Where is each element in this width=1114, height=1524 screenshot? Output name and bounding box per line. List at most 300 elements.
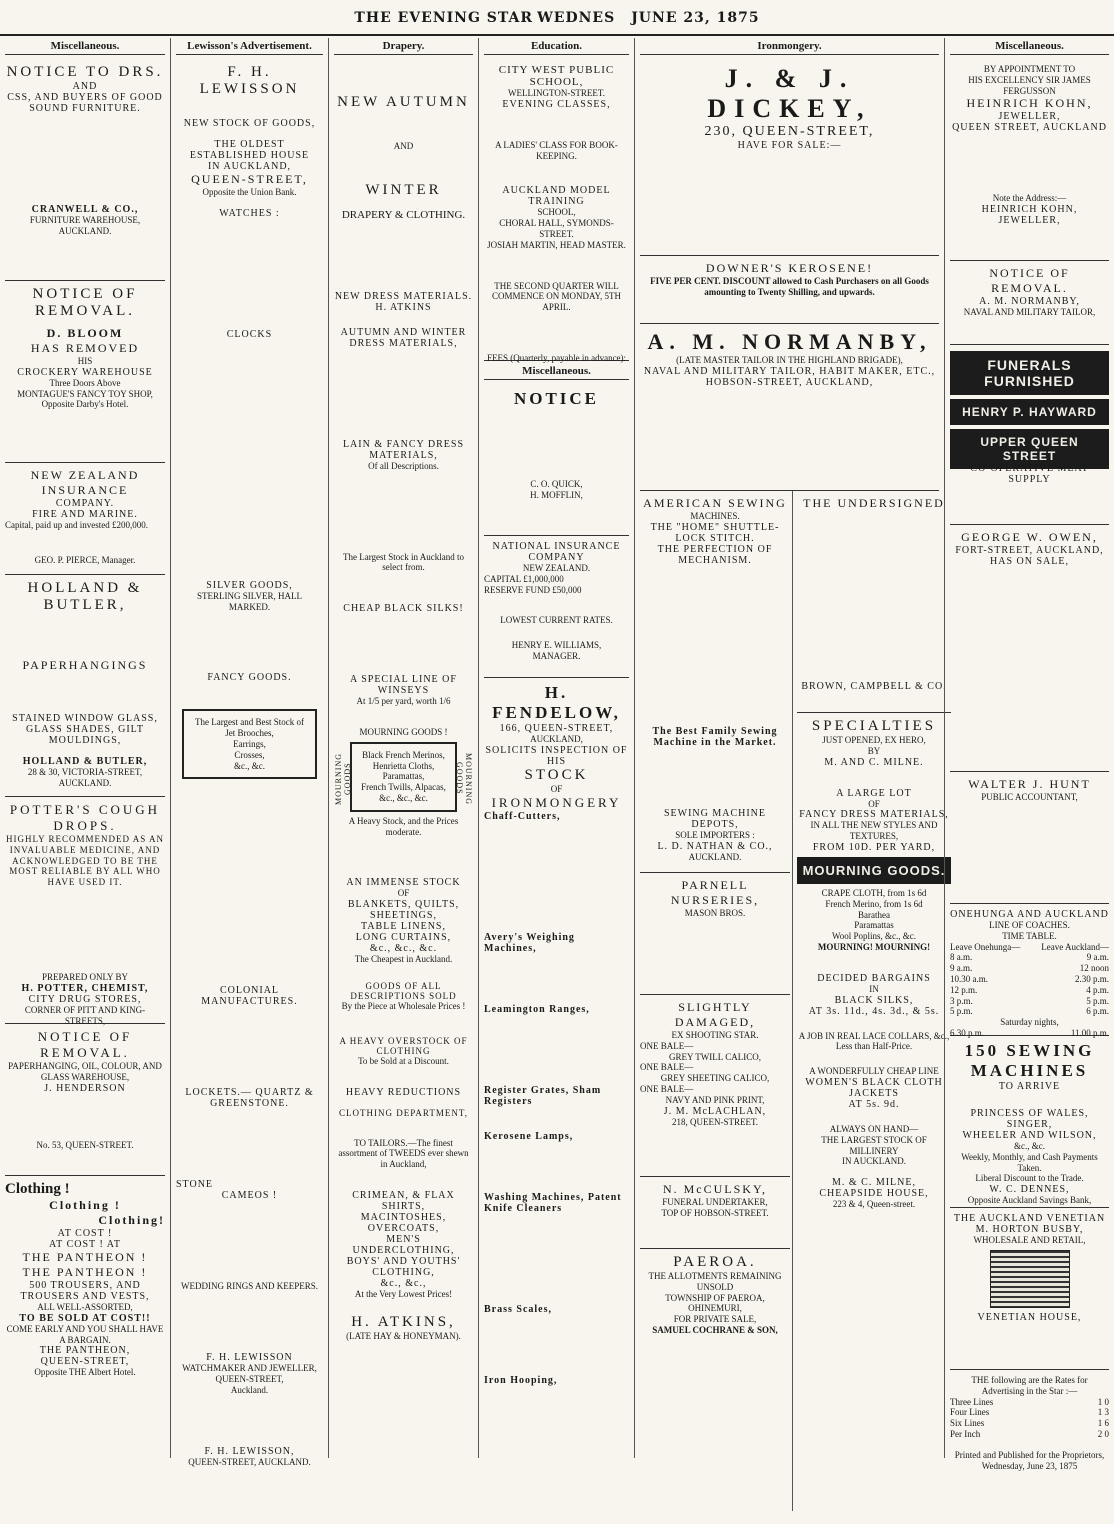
atkins-special: A SPECIAL LINE OF WINSEYS xyxy=(350,674,457,697)
ad-potter xyxy=(5,797,165,1024)
timetable-cell: 9 a.m. xyxy=(1086,952,1109,963)
milne-just: JUST OPENED, EX HERO, xyxy=(822,735,926,745)
lewisson-title: F. H. LEWISSON xyxy=(199,64,300,97)
clothing-cost2: AT COST ! AT xyxy=(49,1239,121,1250)
rates-title: THE following are the Rates for Advertising in the Star :— xyxy=(971,1375,1088,1396)
milne-mcm: M. & C. MILNE, xyxy=(832,1177,916,1189)
clothing-line4: COME EARLY AND YOU SHALL HAVE A BARGAIN. xyxy=(6,1323,164,1345)
removal2-line1: PAPERHANGING, OIL, COLOUR, AND GLASS WAREHOUSE, xyxy=(8,1061,162,1082)
notice-sub2: CSS, AND BUYERS OF GOOD SOUND FURNITURE. xyxy=(7,92,163,114)
rates-label: Three Lines xyxy=(950,1396,994,1407)
clothing-line1: 500 TROUSERS, AND TROUSERS AND VESTS, xyxy=(20,1280,150,1302)
kohn-title2: HEINRICH KOHN, xyxy=(981,204,1078,216)
clothing-pantheon1: THE PANTHEON ! xyxy=(22,1250,148,1264)
notice-sign: CRANWELL & CO., xyxy=(31,204,139,215)
column-4 xyxy=(478,38,634,1458)
jet-box-1: The Largest and Best Stock of xyxy=(194,717,305,728)
timetable-sat-1: 6.30 p.m. xyxy=(950,1027,985,1038)
sewing150-wheeler: WHEELER AND WILSON, xyxy=(962,1130,1097,1141)
holland-line5: 28 & 30, VICTORIA-STREET, AUCKLAND. xyxy=(27,767,143,788)
kohn-jeweller2: JEWELLER, xyxy=(998,215,1061,227)
milne-price: AT 3s. 11d., 4s. 3d., & 5s. xyxy=(808,1005,940,1017)
ad-rates xyxy=(950,1370,1109,1501)
school-ladies: A LADIES' CLASS FOR BOOK-KEEPING. xyxy=(495,139,618,161)
paeroa-township: TOWNSHIP OF PAEROA, OHINEMURI, xyxy=(665,1292,765,1314)
ad-coop-meat xyxy=(950,458,1109,525)
fendelow-iron: IRONMONGERY xyxy=(491,794,622,810)
fendelow-hoop: Iron Hooping, xyxy=(484,1374,558,1386)
lewisson-stone: STONE xyxy=(176,1179,214,1191)
atkins-new: NEW AUTUMN xyxy=(337,94,470,110)
insurance-kind: FIRE AND MARINE. xyxy=(32,509,138,520)
fendelow-chaff: Chaff-Cutters, xyxy=(484,810,561,822)
kohn-exc: HIS EXCELLENCY SIR JAMES FERGUSSON xyxy=(968,74,1091,96)
timetable-row xyxy=(950,985,1109,996)
atkins-overstock: A HEAVY OVERSTOCK OF CLOTHING xyxy=(339,1035,468,1056)
sewing-auckland: AUCKLAND. xyxy=(688,851,742,862)
column-2-header: Lewisson's Advertisement. xyxy=(176,38,323,55)
rates-wed: Wednesday, June 23, 1875 xyxy=(981,1460,1078,1471)
funerals-hayward: HENRY P. HAYWARD xyxy=(950,399,1109,425)
milne-of: OF xyxy=(868,798,880,809)
removal-norm-title: NOTICE OF REMOVAL. xyxy=(989,266,1070,295)
atkins-cheapest: The Cheapest in Auckland. xyxy=(354,954,453,965)
column-5-left xyxy=(640,491,790,1511)
damaged-grey1: GREY TWILL CALICO, xyxy=(669,1051,761,1062)
timetable-cell: 12 noon xyxy=(1079,963,1109,974)
lewisson-sig3: QUEEN-STREET, xyxy=(215,1373,284,1384)
ad-notice-drs xyxy=(5,59,165,281)
ad-atkins xyxy=(334,59,473,1450)
model-quarter: THE SECOND QUARTER WILL COMMENCE ON MONDAY, 5TH APRIL. xyxy=(491,280,621,313)
ad-fendelow xyxy=(484,678,629,1389)
potter-corner: CORNER OF PITT AND KING-STREETS, xyxy=(24,1004,146,1026)
mbox-2: Henrietta Cloths, xyxy=(372,760,435,771)
timetable-leave2: Leave Auckland— xyxy=(1041,941,1109,952)
atkins-linens: TABLE LINENS, xyxy=(361,921,446,933)
ad-downer xyxy=(640,256,939,324)
milne-from: FROM 10D. PER YARD, xyxy=(812,841,936,853)
atkins-sig: H. ATKINS, xyxy=(351,1313,456,1330)
sewing-home: THE "HOME" SHUTTLE-LOCK STITCH. xyxy=(650,521,780,544)
insurance-manager: GEO. P. PIERCE, Manager. xyxy=(34,554,136,565)
milne-inauck: IN AUCKLAND. xyxy=(842,1156,906,1167)
column-4-header: Education. xyxy=(484,38,629,55)
normanby-title: A. M. NORMANBY, xyxy=(647,329,932,354)
milne-cheapside: CHEAPSIDE HOUSE, xyxy=(819,1188,929,1200)
hunt-pubacc: PUBLIC ACCOUNTANT, xyxy=(981,792,1078,802)
ad-parnell xyxy=(640,873,790,995)
masthead xyxy=(0,0,1114,36)
potter-line1: HIGHLY RECOMMENDED AS AN INVALUABLE MEDICINE, AND ACKNOWLEDGED TO BE THE MOST RELIABLE BY ALL WHO HAVE USED IT. xyxy=(5,834,165,888)
nat-reserve-value: £50,000 xyxy=(552,584,582,595)
sewing-machines: MACHINES. xyxy=(690,511,740,521)
sewing-american: AMERICAN SEWING xyxy=(643,496,787,510)
milne-bar: Barathea xyxy=(858,909,890,920)
fendelow-solicits: SOLICITS INSPECTION OF HIS xyxy=(485,744,628,767)
removal-line2: HAS REMOVED xyxy=(30,341,140,355)
column-5 xyxy=(634,38,950,1458)
rates-printed: Printed and Published for the Proprietors, xyxy=(954,1449,1105,1460)
ad-holland-butler xyxy=(5,575,165,797)
lewisson-new-stock: NEW STOCK OF GOODS, xyxy=(183,118,316,129)
milne-styles: IN ALL THE NEW STYLES AND TEXTURES, xyxy=(810,820,938,842)
paeroa-title: PAEROA. xyxy=(673,1254,757,1270)
milne-always: ALWAYS ON HAND— xyxy=(829,1123,919,1134)
mourning-side-right: MOURNING GOODS xyxy=(455,752,473,805)
jet-box-4: Crosses, xyxy=(234,749,265,760)
lewisson-sig2: WATCHMAKER AND JEWELLER, xyxy=(182,1363,317,1374)
paeroa-private: FOR PRIVATE SALE, xyxy=(673,1314,757,1325)
ad-hunt xyxy=(950,772,1109,904)
timetable-cell: 2.30 p.m. xyxy=(1074,973,1109,984)
atkins-wholesale: By the Piece at Wholesale Prices ! xyxy=(341,1000,466,1011)
milne-specialties: SPECIALTIES xyxy=(811,718,937,734)
model-martin: JOSIAH MARTIN, HEAD MASTER. xyxy=(487,239,626,250)
nat-capital xyxy=(484,574,629,585)
venetian-wholesale: WHOLESALE AND RETAIL, xyxy=(973,1235,1086,1245)
timetable-cell: 4 p.m. xyxy=(1086,984,1109,995)
atkins-etc2: &c., &c., xyxy=(380,1277,427,1289)
clothing-line2: ALL WELL-ASSORTED, xyxy=(37,1302,133,1312)
damaged-queen: 218, QUEEN-STREET. xyxy=(671,1116,759,1127)
timetable-cell: 10.30 a.m. xyxy=(950,973,988,984)
downer-five: FIVE PER CENT. DISCOUNT allowed to Cash Purchasers on all Goods amounting to Twenty Shilling, and upwards. xyxy=(650,276,929,297)
nat-nz: NEW ZEALAND. xyxy=(522,563,591,573)
fendelow-auck: AUCKLAND, xyxy=(530,734,583,744)
kohn-appt: BY APPOINTMENT TO xyxy=(983,64,1076,74)
sewing150-weekly: Weekly, Monthly, and Cash Payments Taken. xyxy=(961,1151,1098,1173)
normanby-naval: NAVAL AND MILITARY TAILOR, HABIT MAKER, ETC., xyxy=(643,365,936,377)
holland-line1: PAPERHANGINGS xyxy=(22,658,148,672)
dickey-have: HAVE FOR SALE:— xyxy=(737,140,842,151)
potter-title: POTTER'S COUGH DROPS. xyxy=(9,802,161,833)
lewisson-lockets: LOCKETS.— QUARTZ & GREENSTONE. xyxy=(185,1087,314,1110)
removal2-title: NOTICE OF REMOVAL. xyxy=(37,1029,133,1060)
timetable-cell: 5 p.m. xyxy=(1086,995,1109,1006)
lewisson-silver2: STERLING SILVER, HALL MARKED. xyxy=(197,590,302,612)
mcculsky-title: N. McCULSKY, xyxy=(662,1182,768,1196)
funerals-upper: UPPER QUEEN STREET xyxy=(950,429,1109,469)
notice-title: NOTICE TO DRS. xyxy=(6,64,164,80)
school-evening: EVENING CLASSES, xyxy=(502,98,611,110)
timetable-cell: 6 p.m. xyxy=(1086,1006,1109,1017)
undersigned-title: THE UNDERSIGNED xyxy=(803,496,945,510)
quick-moffl: H. MOFFLIN, xyxy=(530,489,583,500)
mbox-5: &c., &c., &c. xyxy=(379,792,428,803)
ad-kohn xyxy=(950,59,1109,261)
milne-merino: French Merino, from 1s 6d xyxy=(825,898,923,909)
ad-pantheon xyxy=(5,1176,165,1447)
timetable-sat: Saturday nights, xyxy=(1000,1017,1059,1028)
atkins-reductions: HEAVY REDUCTIONS xyxy=(345,1086,462,1098)
notice-sign2: FURNITURE WAREHOUSE, xyxy=(29,215,141,225)
venetian-blind-illustration xyxy=(990,1250,1070,1308)
potter-prep: PREPARED ONLY BY xyxy=(42,971,128,982)
milne-silks: BLACK SILKS, xyxy=(834,994,914,1006)
holland-line4: HOLLAND & BUTLER, xyxy=(22,756,148,767)
atkins-heavy: A Heavy Stock, and the Prices moderate. xyxy=(348,815,459,837)
ad-onehunga xyxy=(950,904,1109,1036)
clothing-pantheon2: THE PANTHEON ! xyxy=(22,1265,148,1279)
removal-line3: HIS xyxy=(77,356,93,366)
atkins-mourning-box xyxy=(350,742,457,812)
model-choral: CHORAL HALL, SYMONDS-STREET. xyxy=(499,218,614,239)
potter-stores: CITY DRUG STORES, xyxy=(28,993,142,1005)
hunt-title: WALTER J. HUNT xyxy=(968,777,1091,791)
clothing-t3: Clothing! xyxy=(98,1213,165,1227)
ad-venetian xyxy=(950,1208,1109,1370)
sewing-nathan: L. D. NATHAN & CO., xyxy=(657,840,773,852)
clothing-line5: THE PANTHEON, xyxy=(39,1345,131,1357)
model-school: SCHOOL, xyxy=(537,207,576,218)
ad-milne xyxy=(797,713,951,1524)
quick-name: C. O. QUICK, xyxy=(530,479,583,489)
removal-norm-name: A. M. NORMANBY, xyxy=(979,296,1080,307)
atkins-yard: At 1/5 per yard, worth 1/6 xyxy=(356,696,451,707)
column-4-misc-header: Miscellaneous. xyxy=(484,363,629,380)
removal-name: D. BLOOM xyxy=(46,326,124,340)
fendelow-of: OF xyxy=(550,783,563,794)
atkins-of: Of all Descriptions. xyxy=(368,460,439,471)
timetable-row xyxy=(950,974,1109,985)
atkins-late: (LATE HAY & HONEYMAN). xyxy=(346,1330,461,1341)
mcculsky-funeral: FUNERAL UNDERTAKER, xyxy=(662,1197,768,1207)
removal-line5: Three Doors Above xyxy=(49,377,121,388)
lewisson-clocks: CLOCKS xyxy=(226,328,273,340)
clothing-t2: Clothing ! xyxy=(49,1198,121,1212)
ad-removal-normanby xyxy=(950,261,1109,345)
onehunga-table: TIME TABLE. xyxy=(1002,930,1057,941)
ad-sewing-machines xyxy=(640,491,790,873)
fendelow-avery: Avery's Weighing Machines, xyxy=(484,931,575,954)
mbox-4: French Twills, Alpacas, xyxy=(361,782,446,793)
atkins-goods: GOODS OF ALL DESCRIPTIONS SOLD xyxy=(350,980,457,1001)
sewing150-title: 150 SEWING MACHINES xyxy=(964,1041,1095,1080)
ad-removal-bloom xyxy=(5,281,165,463)
sewing150-princess: PRINCESS OF WALES, xyxy=(970,1108,1089,1119)
sewing-perfection: THE PERFECTION OF MECHANISM. xyxy=(657,543,773,566)
timetable-row xyxy=(950,963,1109,974)
atkins-dm: DRESS MATERIALS, xyxy=(349,337,458,349)
milne-name: M. AND C. MILNE. xyxy=(824,756,924,768)
column-5-right xyxy=(792,491,951,1511)
removal-line7: Opposite Darby's Hotel. xyxy=(41,399,129,410)
milne-wool: Wool Poplins, &c., &c. xyxy=(831,931,917,942)
sewing150-ac: &c., &c. xyxy=(1014,1141,1045,1151)
fendelow-wash: Washing Machines, Patent Knife Cleaners xyxy=(484,1191,622,1214)
rates-label: Six Lines xyxy=(950,1418,985,1429)
damaged-title: SLIGHTLY DAMAGED, xyxy=(674,1000,756,1029)
milne-para: Paramattas xyxy=(854,920,894,931)
lewisson-fancy: FANCY GOODS. xyxy=(207,672,292,684)
ad-funerals xyxy=(950,345,1109,463)
milne-in: IN xyxy=(869,983,879,994)
damaged-mclachlan: J. M. McLACHLAN, xyxy=(663,1105,767,1117)
atkins-discount: To be Sold at a Discount. xyxy=(358,1055,449,1066)
milne-fancy: FANCY DRESS MATERIALS, xyxy=(799,809,949,821)
sewing150-arrive: TO ARRIVE xyxy=(998,1081,1061,1092)
atkins-blankets: BLANKETS, QUILTS, SHEETINGS, xyxy=(347,899,460,922)
rates-row xyxy=(950,1407,1109,1418)
dickey-title: J. & J. DICKEY, xyxy=(707,64,872,123)
atkins-silks: CHEAP BLACK SILKS! xyxy=(343,603,464,615)
clothing-line6: QUEEN-STREET, xyxy=(40,1356,130,1368)
insurance-capital xyxy=(5,520,165,531)
lewisson-est: THE OLDEST ESTABLISHED HOUSE xyxy=(189,139,310,161)
milne-mm: MOURNING! MOURNING! xyxy=(817,941,931,952)
atkins-winter: WINTER xyxy=(365,181,442,198)
atkins-under: MEN'S UNDERCLOTHING, xyxy=(352,1233,455,1256)
removal-norm-naval: NAVAL AND MILITARY TAILOR, xyxy=(963,307,1096,317)
timetable-header-row xyxy=(950,942,1109,953)
column-3-header: Drapery. xyxy=(334,38,473,55)
atkins-clothing-dept: CLOTHING DEPARTMENT, xyxy=(339,1107,468,1118)
insurance-capital-label: Capital, paid up and invested xyxy=(5,520,110,530)
column-6-header: Miscellaneous. xyxy=(950,38,1109,55)
undersigned-brown: BROWN, CAMPBELL & CO. xyxy=(801,681,947,692)
timetable-cell: 5 p.m. xyxy=(950,1006,973,1017)
milne-wonder: A WONDERFULLY CHEAP LINE xyxy=(809,1066,939,1077)
normanby-hobson: HOBSON-STREET, AUCKLAND, xyxy=(705,376,874,388)
lewisson-cameos: CAMEOS ! xyxy=(221,1190,278,1202)
sewing150-opp: Opposite Auckland Savings Bank, xyxy=(967,1195,1092,1206)
normanby-late: (LATE MASTER TAILOR IN THE HIGHLAND BRIGADE), xyxy=(676,355,903,365)
ad-national-insurance xyxy=(484,536,629,678)
atkins-etc: &c., &c., &c. xyxy=(369,943,438,955)
ad-normanby xyxy=(640,324,939,491)
milne-large: A LARGE LOT xyxy=(836,787,912,799)
clothing-line7: Opposite THE Albert Hotel. xyxy=(34,1367,136,1378)
lewisson-sig5: F. H. LEWISSON, xyxy=(204,1445,295,1457)
insurance-capital-value: £200,000. xyxy=(111,520,148,530)
mourning-goods-banner: MOURNING GOODS. xyxy=(797,857,951,884)
ad-quick-notice xyxy=(484,384,629,536)
removal-line6: MONTAGUE'S FANCY TOY SHOP, xyxy=(17,388,153,399)
kohn-title: HEINRICH KOHN, xyxy=(966,96,1093,111)
clothing-t1: Clothing ! xyxy=(5,1181,70,1197)
atkins-drapery: DRAPERY & CLOTHING. xyxy=(341,208,466,221)
column-1-header: Miscellaneous. xyxy=(5,38,165,55)
mbox-3: Paramattas, xyxy=(382,771,425,782)
atkins-mac: MACINTOSHES, OVERCOATS, xyxy=(360,1211,447,1234)
lewisson-opp: Opposite the Union Bank. xyxy=(202,187,297,197)
rates-table xyxy=(950,1397,1109,1440)
ad-city-west-school xyxy=(484,59,629,361)
atkins-curtains: LONG CURTAINS, xyxy=(355,932,452,944)
removal-line4: CROCKERY WAREHOUSE xyxy=(17,366,153,378)
fendelow-brass: Brass Scales, xyxy=(484,1303,552,1315)
damaged-one1: ONE BALE— xyxy=(640,1040,694,1051)
owen-title: GEORGE W. OWEN, xyxy=(961,530,1098,544)
timetable-sat-2: 11.00 p.m. xyxy=(1070,1027,1109,1038)
jet-box-2: Jet Brooches, xyxy=(225,728,274,739)
fendelow-title: H. FENDELOW, xyxy=(492,683,621,722)
timetable-cell: 8 a.m. xyxy=(950,952,973,963)
onehunga-title: ONEHUNGA AND AUCKLAND xyxy=(950,909,1109,920)
school-street: WELLINGTON-STREET. xyxy=(508,88,605,98)
atkins-and: AND xyxy=(393,141,414,151)
atkins-aw: AUTUMN AND WINTER xyxy=(340,326,467,338)
insurance-company: COMPANY. xyxy=(55,498,115,509)
lewisson-silver: SILVER GOODS, xyxy=(206,579,293,591)
nat-lowest: LOWEST CURRENT RATES. xyxy=(500,615,613,626)
coop-title: CO-OPERATIVE MEAT SUPPLY xyxy=(970,463,1089,485)
ad-sewing-150 xyxy=(950,1036,1109,1208)
mcculsky-top: TOP OF HOBSON-STREET. xyxy=(661,1207,769,1218)
rates-row xyxy=(950,1418,1109,1429)
rates-label: Four Lines xyxy=(950,1407,990,1418)
mourning-side-left: MOURNING GOODS xyxy=(334,752,352,805)
ad-lewisson xyxy=(176,59,323,1467)
atkins-lain: LAIN & FANCY DRESS MATERIALS, xyxy=(342,438,465,461)
lewisson-sig6: QUEEN-STREET, AUCKLAND. xyxy=(188,1456,311,1467)
fendelow-stock: STOCK xyxy=(524,766,589,783)
fendelow-leam: Leamington Ranges, xyxy=(484,1003,590,1015)
fendelow-street: 166, QUEEN-STREET, xyxy=(499,723,614,734)
masthead-date: JUNE 23, 1875 xyxy=(631,10,760,26)
kohn-note: Note the Address:— xyxy=(992,193,1067,204)
milne-crape: CRAPE CLOTH, from 1s 6d xyxy=(821,887,927,898)
column-2 xyxy=(170,38,328,1467)
lewisson-colonial: COLONIAL MANUFACTURES. xyxy=(201,985,298,1008)
clothing-line3: TO BE SOLD AT COST!! xyxy=(19,1312,151,1324)
holland-title: HOLLAND & BUTLER, xyxy=(27,580,143,613)
timetable-leave1: Leave Onehunga— xyxy=(950,941,1021,952)
timetable-row xyxy=(950,996,1109,1007)
atkins-mourning: MOURNING GOODS ! xyxy=(359,726,448,737)
damaged-navy: NAVY AND PINK PRINT, xyxy=(665,1094,765,1105)
atkins-immense: AN IMMENSE STOCK xyxy=(346,877,461,889)
milne-by: BY xyxy=(867,745,881,756)
model-title: AUCKLAND MODEL TRAINING xyxy=(502,185,611,208)
fendelow-kero: Kerosene Lamps, xyxy=(484,1130,574,1142)
nat-manager: MANAGER. xyxy=(532,650,581,661)
ad-owen xyxy=(950,525,1109,772)
sewing150-liberal: Liberal Discount to the Trade. xyxy=(975,1173,1084,1184)
masthead-rule xyxy=(0,34,1114,36)
timetable-row xyxy=(950,952,1109,963)
venetian-title: THE AUCKLAND VENETIAN xyxy=(953,1213,1106,1224)
lewisson-jet-box xyxy=(182,709,317,779)
notice-sub: AND xyxy=(72,81,98,92)
sewing-best: The Best Family Sewing Machine in the Market. xyxy=(652,725,778,748)
nat-capital-value: £1,000,000 xyxy=(523,573,564,584)
nat-williams: HENRY E. WILLIAMS, xyxy=(511,640,602,651)
nat-capital-label: CAPITAL xyxy=(484,573,521,584)
parnell-mason: MASON BROS. xyxy=(684,908,746,918)
atkins-largest: The Largest Stock in Auckland to select from. xyxy=(342,551,465,573)
column-3 xyxy=(328,38,478,1458)
removal-title: NOTICE OF REMOVAL. xyxy=(32,286,138,319)
lewisson-sig1: F. H. LEWISSON xyxy=(206,1352,293,1364)
kohn-jeweller: JEWELLER, xyxy=(998,111,1061,123)
model-fees: FEES (Quarterly, payable in advance): xyxy=(486,352,627,363)
ad-removal-henderson xyxy=(5,1024,165,1176)
ad-paeroa xyxy=(640,1249,790,1370)
sewing-importers: SOLE IMPORTERS : xyxy=(675,829,755,840)
lewisson-wedding: WEDDING RINGS AND KEEPERS. xyxy=(181,1281,318,1292)
rates-label: Per Inch xyxy=(950,1428,981,1439)
damaged-grey2: GREY SHEETING CALICO, xyxy=(660,1073,770,1084)
atkins-lowest: At the Very Lowest Prices! xyxy=(354,1288,453,1299)
column-1 xyxy=(0,38,170,1458)
ad-slightly-damaged xyxy=(640,995,790,1177)
sewing150-dennes: W. C. DENNES, xyxy=(989,1184,1070,1196)
parnell-title: PARNELL NURSERIES, xyxy=(670,878,760,907)
clothing-cost1: AT COST ! xyxy=(57,1228,113,1239)
school-title: CITY WEST PUBLIC SCHOOL, xyxy=(498,64,615,88)
